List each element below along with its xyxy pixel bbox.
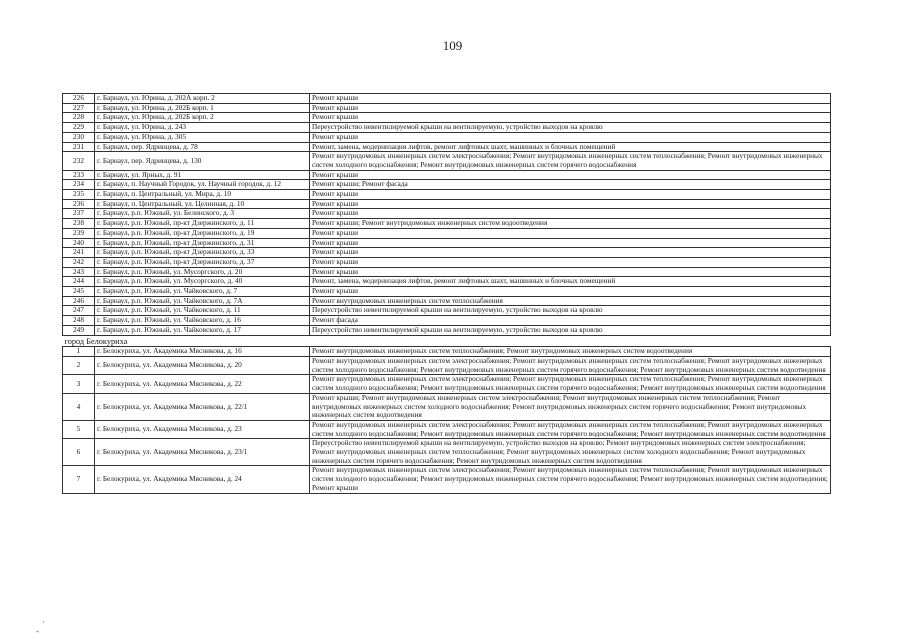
section-row — [63, 335, 831, 347]
table-row — [63, 393, 831, 420]
row-number: 229 — [63, 123, 95, 133]
address-cell: г. Белокуриха, ул. Академика Мясникова, д. 22 — [95, 375, 310, 393]
address-cell: г. Барнаул, ул. Юрина, д. 202А корп. 2 — [95, 94, 310, 104]
address-cell: г. Барнаул, р.п. Южный, ул. Чайковского, д. 16 — [95, 316, 310, 326]
address-cell: г. Белокуриха, ул. Академика Мясникова, д. 20 — [95, 356, 310, 374]
address-cell: г. Барнаул, р.п. Южный, пр-кт Дзержинского, д. 37 — [95, 257, 310, 267]
row-number: 240 — [63, 238, 95, 248]
row-number: 235 — [63, 190, 95, 200]
table-row — [63, 439, 831, 466]
address-cell: г. Белокуриха, ул. Академика Мясникова, д. 23 — [95, 420, 310, 438]
address-cell: г. Барнаул, ул. Юрина, д. 202Б корп. 1 — [95, 103, 310, 113]
address-cell: г. Барнаул, р.п. Южный, ул. Чайковского, д. 17 — [95, 325, 310, 335]
row-number: 6 — [63, 439, 95, 466]
address-cell: г. Барнаул, ул. Юрина, д. 202Б корп. 2 — [95, 113, 310, 123]
address-cell: г. Барнаул, п. Центральный, ул. Мира, д. 10 — [95, 190, 310, 200]
table-row — [63, 248, 831, 258]
work-type-cell: Ремонт внутридомовых инженерных систем электроснабжения; Ремонт внутридомовых инженерных систем теплоснабжения; Ремонт внутридомовых инженерных систем холодного водоснабжения; Ремонт внутридомовых инженерных систем горячего водоснабжения; Ремонт внутридомовых инженерных систем водоотведения — [310, 420, 831, 438]
table-row — [63, 375, 831, 393]
row-number: 243 — [63, 267, 95, 277]
table-row — [63, 199, 831, 209]
address-cell: г. Белокуриха, ул. Академика Мясникова, д. 16 — [95, 347, 310, 357]
work-type-cell: Ремонт крыши — [310, 199, 831, 209]
work-type-cell: Переустройство невентилируемой крыши на вентилируемую, устройство выходов на кровлю — [310, 325, 831, 335]
address-cell: г. Барнаул, ул. Ярных, д. 91 — [95, 170, 310, 180]
row-number: 227 — [63, 103, 95, 113]
row-number: 3 — [63, 375, 95, 393]
table-row — [63, 356, 831, 374]
address-cell: г. Барнаул, р.п. Южный, ул. Мусоргского, д. 40 — [95, 277, 310, 287]
work-type-cell: Ремонт, замена, модернизация лифтов, ремонт лифтовых шахт, машинных и блочных помещений — [310, 277, 831, 287]
work-type-cell: Ремонт фасада — [310, 316, 831, 326]
table-row — [63, 190, 831, 200]
table-row — [63, 170, 831, 180]
row-number: 231 — [63, 142, 95, 152]
work-type-cell: Переустройство невентилируемой крыши на вентилируемую, устройство выходов на кровлю — [310, 123, 831, 133]
row-number: 238 — [63, 219, 95, 229]
row-number: 247 — [63, 306, 95, 316]
work-type-cell: Ремонт крыши — [310, 170, 831, 180]
row-number: 249 — [63, 325, 95, 335]
page-number: 109 — [442, 38, 463, 53]
work-type-cell: Ремонт крыши — [310, 287, 831, 297]
row-number: 248 — [63, 316, 95, 326]
work-type-cell: Ремонт крыши — [310, 132, 831, 142]
work-type-cell: Ремонт крыши — [310, 238, 831, 248]
work-type-cell: Переустройство невентилируемой крыши на вентилируемую, устройство выходов на кровлю — [310, 306, 831, 316]
address-cell: г. Белокуриха, ул. Академика Мясникова, д. 22/1 — [95, 393, 310, 420]
row-number: 242 — [63, 257, 95, 267]
work-type-cell: Ремонт внутридомовых инженерных систем электроснабжения; Ремонт внутридомовых инженерных систем теплоснабжения; Ремонт внутридомовых инженерных систем холодного водоснабжения; Ремонт внутридомовых инженерных систем горячего водоснабжения; Ремонт внутридомовых инженерных систем водоотведения; Ремонт крыши — [310, 466, 831, 493]
address-cell: г. Барнаул, р.п. Южный, ул. Мусоргского, д. 20 — [95, 267, 310, 277]
row-number: 4 — [63, 393, 95, 420]
works-table — [62, 93, 831, 494]
address-cell: г. Барнаул, п. Научный Городок, ул. Научный городок, д. 12 — [95, 180, 310, 190]
scan-mark: ‐ — [36, 626, 39, 636]
work-type-cell: Ремонт крыши — [310, 103, 831, 113]
row-number: 230 — [63, 132, 95, 142]
table-row — [63, 267, 831, 277]
table-row — [63, 152, 831, 170]
table-row — [63, 113, 831, 123]
work-type-cell: Переустройство невентилируемой крыши на вентилируемую, устройство выходов на кровлю; Ремонт внутридомовых инженерных систем электроснабжения; Ремонт внутридомовых инженерных систем теплоснабжения; Ремонт внутридомовых инженерных систем холодного водоснабжения; Ремонт внутридомовых инженерных систем горячего водоснабжения; Ремонт внутридомовых инженерных систем водоотведения — [310, 439, 831, 466]
row-number: 244 — [63, 277, 95, 287]
row-number: 245 — [63, 287, 95, 297]
table-row — [63, 466, 831, 493]
row-number: 1 — [63, 347, 95, 357]
address-cell: г. Барнаул, ул. Юрина, д. 305 — [95, 132, 310, 142]
table-row — [63, 209, 831, 219]
address-cell: г. Барнаул, пер. Ядринцева, д. 78 — [95, 142, 310, 152]
work-type-cell: Ремонт крыши — [310, 248, 831, 258]
row-number: 237 — [63, 209, 95, 219]
address-cell: г. Белокуриха, ул. Академика Мясникова, д. 23/1 — [95, 439, 310, 466]
row-number: 5 — [63, 420, 95, 438]
table-row — [63, 123, 831, 133]
work-type-cell: Ремонт внутридомовых инженерных систем теплоснабжения — [310, 296, 831, 306]
address-cell: г. Белокуриха, ул. Академика Мясникова, д. 24 — [95, 466, 310, 493]
table-row — [63, 142, 831, 152]
table-row — [63, 238, 831, 248]
work-type-cell: Ремонт крыши; Ремонт внутридомовых инженерных систем электроснабжения; Ремонт внутридомовых инженерных систем теплоснабжения; Ремонт внутридомовых инженерных систем холодного водоснабжения; Ремонт внутридомовых инженерных систем горячего водоснабжения; Ремонт внутридомовых инженерных систем водоотведения — [310, 393, 831, 420]
work-type-cell: Ремонт крыши — [310, 190, 831, 200]
work-type-cell: Ремонт крыши — [310, 209, 831, 219]
table-row — [63, 103, 831, 113]
row-number: 226 — [63, 94, 95, 104]
table-row — [63, 132, 831, 142]
address-cell: г. Барнаул, пер. Ядринцева, д. 130 — [95, 152, 310, 170]
table-row — [63, 94, 831, 104]
table-row — [63, 219, 831, 229]
work-type-cell: Ремонт крыши; Ремонт внутридомовых инженерных систем водоотведения — [310, 219, 831, 229]
work-type-cell: Ремонт крыши — [310, 257, 831, 267]
address-cell: г. Барнаул, р.п. Южный, пр-кт Дзержинского, д. 19 — [95, 228, 310, 238]
row-number: 228 — [63, 113, 95, 123]
work-type-cell: Ремонт крыши; Ремонт фасада — [310, 180, 831, 190]
section-title: город Белокуриха — [63, 335, 831, 347]
row-number: 239 — [63, 228, 95, 238]
work-type-cell: Ремонт крыши — [310, 228, 831, 238]
table-row — [63, 228, 831, 238]
table-row — [63, 257, 831, 267]
work-type-cell: Ремонт внутридомовых инженерных систем электроснабжения; Ремонт внутридомовых инженерных систем теплоснабжения; Ремонт внутридомовых инженерных систем холодного водоснабжения; Ремонт внутридомовых инженерных систем горячего водоснабжения — [310, 152, 831, 170]
table-row — [63, 347, 831, 357]
work-type-cell: Ремонт, замена, модернизация лифтов, ремонт лифтовых шахт, машинных и блочных помещений — [310, 142, 831, 152]
table-row — [63, 420, 831, 438]
row-number: 7 — [63, 466, 95, 493]
work-type-cell: Ремонт внутридомовых инженерных систем электроснабжения; Ремонт внутридомовых инженерных систем теплоснабжения; Ремонт внутридомовых инженерных систем холодного водоснабжения; Ремонт внутридомовых инженерных систем горячего водоснабжения; Ремонт внутридомовых инженерных систем водоотведения — [310, 375, 831, 393]
row-number: 232 — [63, 152, 95, 170]
table-row — [63, 180, 831, 190]
row-number: 234 — [63, 180, 95, 190]
table-row — [63, 316, 831, 326]
row-number: 241 — [63, 248, 95, 258]
address-cell: г. Барнаул, р.п. Южный, пр-кт Дзержинского, д. 33 — [95, 248, 310, 258]
work-type-cell: Ремонт внутридомовых инженерных систем электроснабжения; Ремонт внутридомовых инженерных систем теплоснабжения; Ремонт внутридомовых инженерных систем холодного водоснабжения; Ремонт внутридомовых инженерных систем горячего водоснабжения; Ремонт внутридомовых инженерных систем водоотведения — [310, 356, 831, 374]
table-row — [63, 306, 831, 316]
row-number: 2 — [63, 356, 95, 374]
address-cell: г. Барнаул, р.п. Южный, ул. Чайковского, д. 7 — [95, 287, 310, 297]
work-type-cell: Ремонт крыши — [310, 267, 831, 277]
table-row — [63, 287, 831, 297]
work-type-cell: Ремонт внутридомовых инженерных систем теплоснабжения; Ремонт внутридомовых инженерных систем водоотведения — [310, 347, 831, 357]
table-row — [63, 296, 831, 306]
address-cell: г. Барнаул, р.п. Южный, пр-кт Дзержинского, д. 11 — [95, 219, 310, 229]
address-cell: г. Барнаул, р.п. Южный, ул. Белинского, д. 3 — [95, 209, 310, 219]
row-number: 246 — [63, 296, 95, 306]
address-cell: г. Барнаул, р.п. Южный, пр-кт Дзержинского, д. 31 — [95, 238, 310, 248]
address-cell: г. Барнаул, п. Центральный, ул. Целинная, д. 10 — [95, 199, 310, 209]
address-cell: г. Барнаул, ул. Юрина, д. 243 — [95, 123, 310, 133]
scan-mark: · — [42, 617, 45, 627]
address-cell: г. Барнаул, р.п. Южный, ул. Чайковского, д. 7А — [95, 296, 310, 306]
work-type-cell: Ремонт крыши — [310, 113, 831, 123]
table-row — [63, 277, 831, 287]
work-type-cell: Ремонт крыши — [310, 94, 831, 104]
row-number: 236 — [63, 199, 95, 209]
table-row — [63, 325, 831, 335]
address-cell: г. Барнаул, р.п. Южный, ул. Чайковского, д. 11 — [95, 306, 310, 316]
row-number: 233 — [63, 170, 95, 180]
